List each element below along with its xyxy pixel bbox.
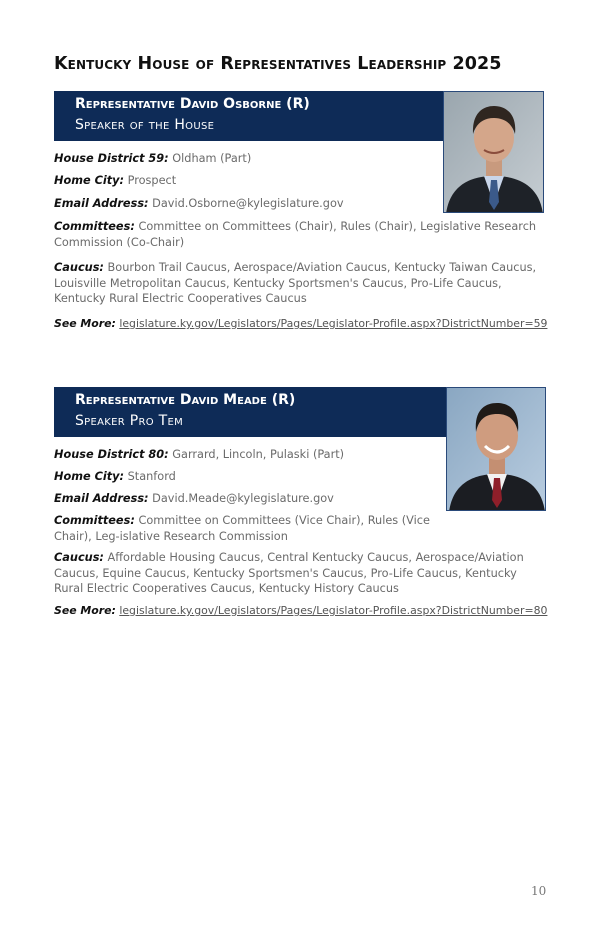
profile-link[interactable]: legislature.ky.gov/Legislators/Pages/Legislator-Profile.aspx?DistrictNumber=59	[119, 317, 548, 330]
name-banner	[54, 387, 450, 437]
field-label: See More:	[54, 317, 116, 330]
field-label: House District 80:	[54, 448, 169, 461]
email-field	[54, 196, 344, 212]
representative-card-meade	[54, 387, 546, 627]
house-district-field	[54, 447, 344, 463]
field-label: Committees:	[54, 220, 135, 233]
email-value: David.Meade@kylegislature.gov	[152, 492, 334, 505]
home-city-field	[54, 469, 176, 485]
page-number: 10	[531, 884, 547, 898]
page-title: Kentucky House of Representatives Leadership 2025	[54, 54, 502, 74]
home-city-field	[54, 173, 176, 189]
field-value: Garrard, Lincoln, Pulaski (Part)	[172, 448, 345, 461]
field-label: House District 59:	[54, 152, 169, 165]
caucus-field	[54, 260, 546, 307]
field-value: Committee on Committees (Vice Chair), Rules (Vice Chair), Leg-islative Research Commission	[54, 514, 430, 543]
committees-field	[54, 219, 546, 250]
email-value: David.Osborne@kylegislature.gov	[152, 197, 344, 210]
field-label: Caucus:	[54, 551, 104, 564]
field-label: Home City:	[54, 470, 125, 483]
field-label: Email Address:	[54, 492, 149, 505]
field-value: Stanford	[127, 470, 176, 483]
representative-photo	[446, 387, 546, 511]
field-value: Prospect	[127, 174, 177, 187]
leadership-role: Speaker of the House	[75, 117, 215, 133]
caucus-field	[54, 550, 546, 597]
representative-name: Representative David Meade (R)	[75, 392, 296, 408]
name-banner	[54, 91, 450, 141]
email-field	[54, 491, 334, 507]
representative-name: Representative David Osborne (R)	[75, 96, 310, 112]
see-more-field	[54, 316, 547, 332]
field-value: Affordable Housing Caucus, Central Kentucky Caucus, Aerospace/Aviation Caucus, Equine Caucus, Kentucky Sportsmen's Caucus, Pro-Life Caucus, Kentucky Rural Electric Cooperatives Caucus, Kentucky History Caucus	[54, 551, 524, 595]
committees-field	[54, 513, 442, 544]
field-value: Bourbon Trail Caucus, Aerospace/Aviation Caucus, Kentucky Taiwan Caucus, Louisville Metropolitan Caucus, Kentucky Sportsmen's Caucus, Pro-Life Caucus, Kentucky Rural Electric Cooperatives Caucus	[54, 261, 537, 305]
field-label: Email Address:	[54, 197, 149, 210]
field-label: Home City:	[54, 174, 125, 187]
field-label: Caucus:	[54, 261, 104, 274]
portrait-image	[447, 388, 546, 511]
leadership-role: Speaker Pro Tem	[75, 413, 184, 429]
house-district-field	[54, 151, 251, 167]
see-more-field	[54, 603, 547, 619]
field-label: Committees:	[54, 514, 135, 527]
field-value: Oldham (Part)	[172, 152, 252, 165]
field-value: Committee on Committees (Chair), Rules (Chair), Legislative Research Commission (Co-Chair)	[54, 220, 537, 249]
portrait-image	[444, 92, 544, 213]
representative-card-osborne	[54, 91, 546, 331]
profile-link[interactable]: legislature.ky.gov/Legislators/Pages/Legislator-Profile.aspx?DistrictNumber=80	[119, 604, 548, 617]
representative-photo	[443, 91, 544, 213]
field-label: See More:	[54, 604, 116, 617]
